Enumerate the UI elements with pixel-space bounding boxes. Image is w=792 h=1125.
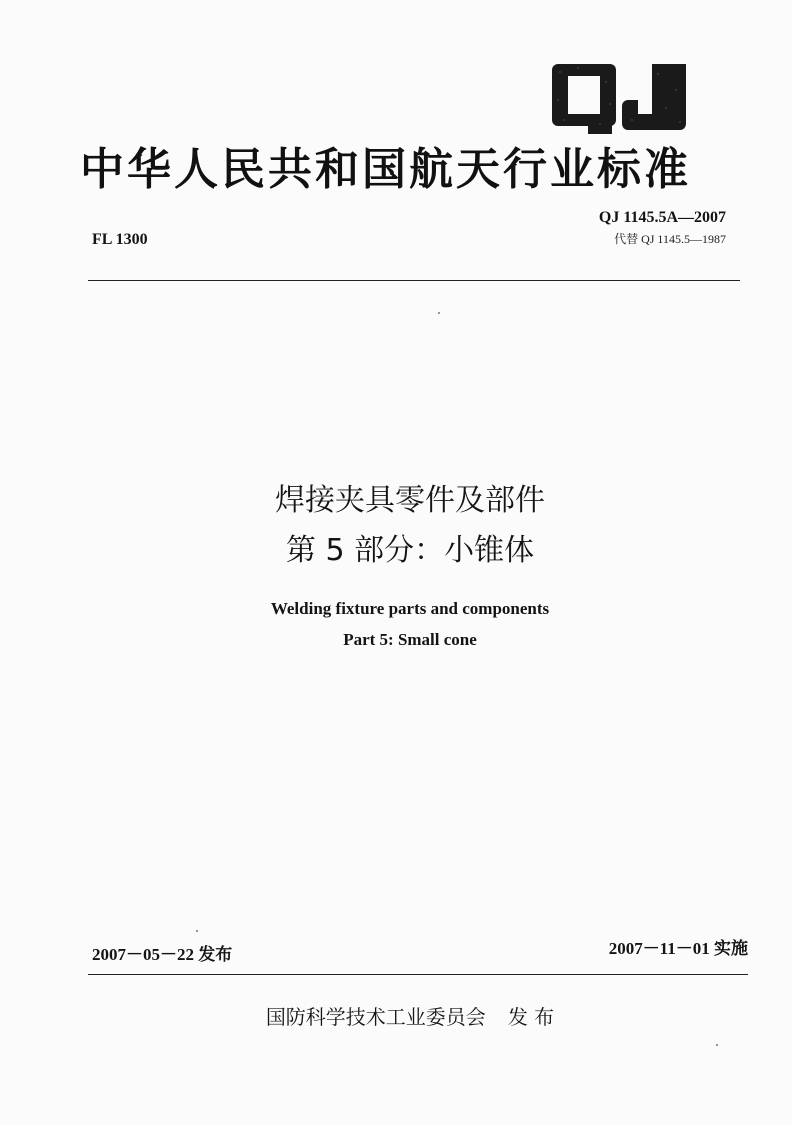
header-title: 中华人民共和国航天行业标准 bbox=[80, 144, 691, 195]
qj-logo bbox=[548, 60, 698, 138]
en-title-line-2: Part 5: Small cone bbox=[343, 630, 477, 649]
en-title-line-1: Welding fixture parts and components bbox=[270, 599, 550, 618]
classification-code: FL 1300 bbox=[92, 231, 148, 248]
publish-label: 发 布 bbox=[507, 1005, 555, 1029]
publisher-line bbox=[0, 1003, 792, 1031]
scan-speck bbox=[196, 930, 198, 932]
publisher-name: 国防科学技术工业委员会 bbox=[265, 1005, 486, 1029]
cn-title-line-2: 第 5 部分：小锥体 bbox=[285, 533, 535, 568]
top-divider bbox=[88, 280, 740, 281]
standard-number: QJ 1145.5A—2007 bbox=[598, 209, 726, 226]
implementation-date: 2007－11－01 实施 bbox=[608, 939, 748, 958]
scan-speck bbox=[716, 1044, 718, 1046]
replaces-standard: 代替 QJ 1145.5—1987 bbox=[614, 232, 726, 246]
bottom-divider bbox=[88, 974, 748, 975]
cn-title-line-1: 焊接夹具零件及部件 bbox=[275, 483, 545, 518]
issue-date: 2007－05－22 发布 bbox=[92, 945, 233, 964]
scan-speck bbox=[438, 312, 440, 314]
